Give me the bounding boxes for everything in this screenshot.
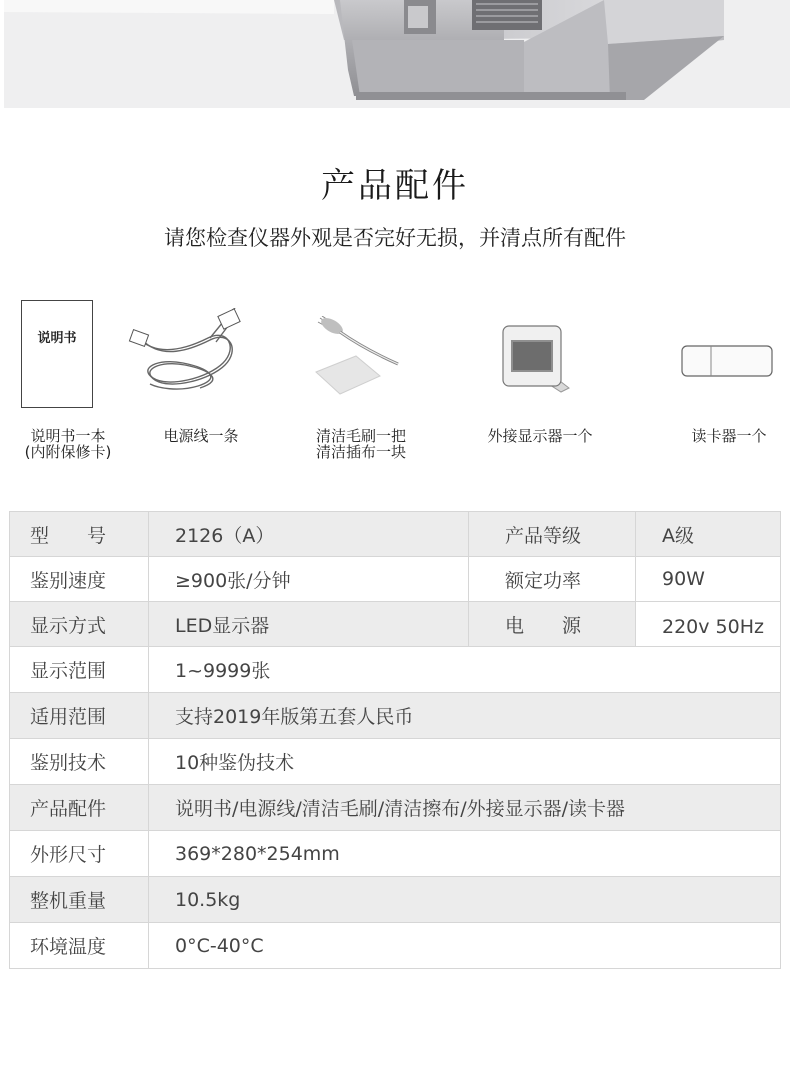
accessory-manual	[21, 300, 93, 408]
spec-key: 额定功率	[469, 557, 636, 601]
table-row	[10, 602, 781, 647]
accessory-card-reader-label	[678, 428, 780, 444]
spec-value: 220v 50Hz	[636, 602, 781, 646]
display-icon	[499, 324, 575, 396]
accessory-brush-cloth-label	[298, 428, 424, 460]
section-subtitle: 请您检查仪器外观是否完好无损，并清点所有配件	[164, 226, 626, 250]
accessory-brush-cloth	[310, 316, 402, 396]
accessory-card-reader	[681, 344, 775, 378]
accessory-display-label	[470, 428, 610, 444]
brush-cloth-icon	[310, 316, 402, 396]
spec-key: 显示方式	[10, 602, 149, 646]
label-line: 说明书一本	[30, 427, 106, 445]
label-line: 外接显示器一个	[487, 427, 593, 445]
table-row	[10, 785, 781, 831]
table-row	[10, 557, 781, 602]
spec-key: 环境温度	[10, 923, 149, 968]
table-row	[10, 647, 781, 693]
spec-value: 1~9999张	[149, 647, 781, 692]
table-row	[10, 739, 781, 785]
section-title: 产品配件	[321, 166, 469, 206]
spec-value: LED显示器	[149, 602, 469, 646]
spec-value: 10.5kg	[149, 877, 781, 922]
spec-key: 适用范围	[10, 693, 149, 738]
label-line: 电源线一条	[163, 427, 239, 445]
spec-key: 产品配件	[10, 785, 149, 830]
table-row	[10, 877, 781, 923]
label-line: 读卡器一个	[691, 427, 767, 445]
spec-value: 10种鉴伪技术	[149, 739, 781, 784]
accessory-power-cord-label	[150, 428, 252, 444]
spec-value: A级	[636, 512, 781, 556]
product-photo	[4, 0, 790, 108]
label-line: (内附保修卡)	[24, 443, 112, 461]
manual-icon	[21, 300, 93, 408]
card-reader-icon	[681, 344, 775, 378]
spec-value: 说明书/电源线/清洁毛刷/清洁擦布/外接显示器/读卡器	[149, 785, 781, 830]
label-line: 清洁插布一块	[315, 443, 406, 461]
spec-key: 显示范围	[10, 647, 149, 692]
label-line: 清洁毛刷一把	[315, 427, 406, 445]
power-cord-icon	[128, 308, 248, 398]
accessory-display	[499, 324, 575, 396]
spec-key: 鉴别技术	[10, 739, 149, 784]
spec-value: 支持2019年版第五套人民币	[149, 693, 781, 738]
spec-value: 0°C-40°C	[149, 923, 781, 968]
manual-icon-text: 说明书	[37, 331, 77, 346]
spec-key: 外形尺寸	[10, 831, 149, 876]
machine-base-illustration	[4, 0, 790, 108]
spec-table	[9, 511, 781, 969]
spec-key: 电 源	[469, 602, 636, 646]
spec-value: 90W	[636, 557, 781, 601]
spec-key: 产品等级	[469, 512, 636, 556]
spec-key: 型 号	[10, 512, 149, 556]
spec-value: 2126（A）	[149, 512, 469, 556]
spec-value: ≥900张/分钟	[149, 557, 469, 601]
accessory-manual-label	[8, 428, 128, 460]
spec-key: 整机重量	[10, 877, 149, 922]
table-row	[10, 923, 781, 969]
spec-key: 鉴别速度	[10, 557, 149, 601]
table-row	[10, 831, 781, 877]
spec-value: 369*280*254mm	[149, 831, 781, 876]
table-row	[10, 693, 781, 739]
accessory-power-cord	[128, 308, 248, 398]
table-row	[10, 512, 781, 557]
